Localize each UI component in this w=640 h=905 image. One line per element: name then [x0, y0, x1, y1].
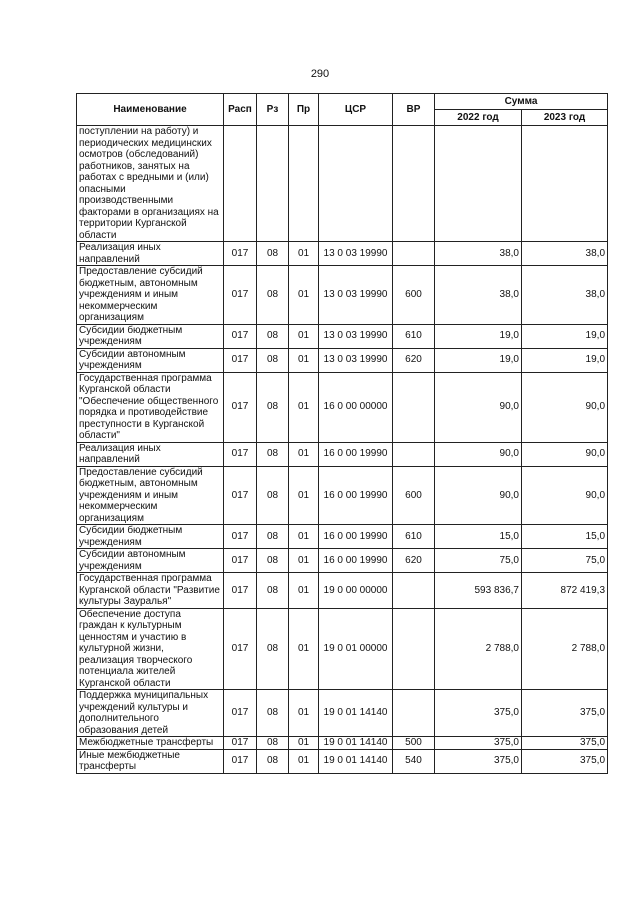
cell-vr [393, 242, 435, 266]
budget-table [76, 93, 608, 774]
header-vr: ВР [393, 94, 435, 126]
header-name: Наименование [77, 94, 224, 126]
cell-rz: 08 [257, 372, 289, 442]
cell-csr [319, 126, 393, 242]
cell-vr [393, 573, 435, 609]
cell-vr: 600 [393, 266, 435, 325]
cell-rasp [224, 126, 257, 242]
table-row [77, 549, 608, 573]
cell-csr: 13 0 03 19990 [319, 242, 393, 266]
cell-pr: 01 [289, 442, 319, 466]
cell-name: Реализация иных направлений [77, 442, 224, 466]
cell-name: Иные межбюджетные трансферты [77, 749, 224, 773]
table-row [77, 372, 608, 442]
cell-vr: 540 [393, 749, 435, 773]
cell-rz: 08 [257, 608, 289, 690]
cell-rz: 08 [257, 573, 289, 609]
table-row [77, 749, 608, 773]
table-row [77, 324, 608, 348]
cell-csr: 16 0 00 19990 [319, 525, 393, 549]
cell-y2023: 2 788,0 [522, 608, 608, 690]
cell-rz: 08 [257, 737, 289, 750]
cell-y2023: 75,0 [522, 549, 608, 573]
table-row [77, 525, 608, 549]
cell-csr: 19 0 01 14140 [319, 690, 393, 737]
cell-vr [393, 126, 435, 242]
header-rasp: Расп [224, 94, 257, 126]
cell-y2022: 19,0 [435, 324, 522, 348]
cell-pr: 01 [289, 266, 319, 325]
cell-name: Предоставление субсидий бюджетным, автономным учреждениям и иным некоммерческим организациям [77, 466, 224, 525]
cell-pr: 01 [289, 466, 319, 525]
cell-csr: 13 0 03 19990 [319, 348, 393, 372]
cell-y2022: 593 836,7 [435, 573, 522, 609]
cell-y2022: 90,0 [435, 372, 522, 442]
cell-pr: 01 [289, 573, 319, 609]
cell-rz: 08 [257, 690, 289, 737]
cell-pr: 01 [289, 737, 319, 750]
cell-csr: 19 0 01 14140 [319, 737, 393, 750]
cell-rz: 08 [257, 348, 289, 372]
cell-csr: 16 0 00 19990 [319, 442, 393, 466]
cell-y2023: 375,0 [522, 690, 608, 737]
header-sum: Сумма [435, 94, 608, 110]
cell-vr: 500 [393, 737, 435, 750]
cell-csr: 16 0 00 00000 [319, 372, 393, 442]
cell-y2023: 90,0 [522, 442, 608, 466]
cell-rasp: 017 [224, 737, 257, 750]
cell-rasp: 017 [224, 573, 257, 609]
cell-rasp: 017 [224, 242, 257, 266]
cell-vr [393, 608, 435, 690]
cell-rasp: 017 [224, 549, 257, 573]
cell-rasp: 017 [224, 372, 257, 442]
cell-name: поступлении на работу) и периодических медицинских осмотров (обследований) работников, занятых на работах с вредными и (или) опасными производственными факторами в организациях на территории Курганской области [77, 126, 224, 242]
table-row [77, 442, 608, 466]
cell-csr: 16 0 00 19990 [319, 466, 393, 525]
cell-pr: 01 [289, 324, 319, 348]
cell-rz: 08 [257, 525, 289, 549]
cell-y2022: 2 788,0 [435, 608, 522, 690]
table-row [77, 608, 608, 690]
cell-pr: 01 [289, 525, 319, 549]
cell-pr: 01 [289, 348, 319, 372]
cell-rz: 08 [257, 466, 289, 525]
cell-rz: 08 [257, 266, 289, 325]
cell-rasp: 017 [224, 525, 257, 549]
cell-y2023: 375,0 [522, 749, 608, 773]
page-number: 290 [310, 68, 330, 80]
cell-rasp: 017 [224, 466, 257, 525]
header-pr: Пр [289, 94, 319, 126]
cell-rasp: 017 [224, 324, 257, 348]
header-rz: Рз [257, 94, 289, 126]
table-row [77, 737, 608, 750]
cell-y2023 [522, 126, 608, 242]
cell-y2023: 375,0 [522, 737, 608, 750]
table-body [77, 126, 608, 774]
cell-rz: 08 [257, 749, 289, 773]
cell-y2023: 38,0 [522, 266, 608, 325]
cell-y2022: 375,0 [435, 749, 522, 773]
cell-rz [257, 126, 289, 242]
table-row [77, 573, 608, 609]
cell-y2022: 375,0 [435, 690, 522, 737]
cell-pr: 01 [289, 372, 319, 442]
cell-y2023: 19,0 [522, 348, 608, 372]
cell-vr: 620 [393, 348, 435, 372]
cell-pr [289, 126, 319, 242]
cell-name: Субсидии бюджетным учреждениям [77, 324, 224, 348]
cell-y2022: 38,0 [435, 266, 522, 325]
cell-y2023: 90,0 [522, 372, 608, 442]
cell-rz: 08 [257, 442, 289, 466]
cell-pr: 01 [289, 549, 319, 573]
header-csr: ЦСР [319, 94, 393, 126]
cell-y2022: 90,0 [435, 466, 522, 525]
cell-y2022: 38,0 [435, 242, 522, 266]
cell-rasp: 017 [224, 608, 257, 690]
cell-pr: 01 [289, 242, 319, 266]
cell-name: Государственная программа Курганской области "Развитие культуры Зауралья" [77, 573, 224, 609]
cell-vr [393, 690, 435, 737]
cell-name: Поддержка муниципальных учреждений культуры и дополнительного образования детей [77, 690, 224, 737]
cell-vr: 620 [393, 549, 435, 573]
cell-y2023: 38,0 [522, 242, 608, 266]
cell-vr: 600 [393, 466, 435, 525]
cell-rasp: 017 [224, 348, 257, 372]
cell-name: Субсидии бюджетным учреждениям [77, 525, 224, 549]
table-row [77, 690, 608, 737]
cell-y2023: 90,0 [522, 466, 608, 525]
cell-csr: 13 0 03 19990 [319, 266, 393, 325]
cell-name: Государственная программа Курганской области "Обеспечение общественного порядка и противодействие преступности в Курганской области" [77, 372, 224, 442]
cell-vr: 610 [393, 324, 435, 348]
table-row [77, 242, 608, 266]
cell-y2022: 375,0 [435, 737, 522, 750]
cell-rasp: 017 [224, 749, 257, 773]
table-row [77, 466, 608, 525]
cell-rasp: 017 [224, 266, 257, 325]
table-row [77, 348, 608, 372]
cell-y2022 [435, 126, 522, 242]
cell-y2022: 75,0 [435, 549, 522, 573]
cell-name: Межбюджетные трансферты [77, 737, 224, 750]
table-row [77, 266, 608, 325]
cell-pr: 01 [289, 608, 319, 690]
cell-rz: 08 [257, 242, 289, 266]
cell-vr: 610 [393, 525, 435, 549]
cell-name: Предоставление субсидий бюджетным, автономным учреждениям и иным некоммерческим организациям [77, 266, 224, 325]
cell-rz: 08 [257, 549, 289, 573]
cell-csr: 13 0 03 19990 [319, 324, 393, 348]
cell-vr [393, 372, 435, 442]
cell-y2023: 872 419,3 [522, 573, 608, 609]
header-year-2023: 2023 год [522, 110, 608, 126]
cell-y2022: 19,0 [435, 348, 522, 372]
cell-y2022: 90,0 [435, 442, 522, 466]
cell-csr: 19 0 00 00000 [319, 573, 393, 609]
cell-name: Реализация иных направлений [77, 242, 224, 266]
cell-y2022: 15,0 [435, 525, 522, 549]
cell-rasp: 017 [224, 690, 257, 737]
cell-name: Субсидии автономным учреждениям [77, 348, 224, 372]
cell-pr: 01 [289, 749, 319, 773]
cell-vr [393, 442, 435, 466]
cell-y2023: 15,0 [522, 525, 608, 549]
cell-rasp: 017 [224, 442, 257, 466]
table-row [77, 126, 608, 242]
cell-csr: 16 0 00 19990 [319, 549, 393, 573]
header-year-2022: 2022 год [435, 110, 522, 126]
cell-rz: 08 [257, 324, 289, 348]
cell-csr: 19 0 01 00000 [319, 608, 393, 690]
cell-y2023: 19,0 [522, 324, 608, 348]
cell-csr: 19 0 01 14140 [319, 749, 393, 773]
cell-name: Субсидии автономным учреждениям [77, 549, 224, 573]
cell-name: Обеспечение доступа граждан к культурным ценностям и участию в культурной жизни, реализация творческого потенциала жителей Курганской области [77, 608, 224, 690]
cell-pr: 01 [289, 690, 319, 737]
